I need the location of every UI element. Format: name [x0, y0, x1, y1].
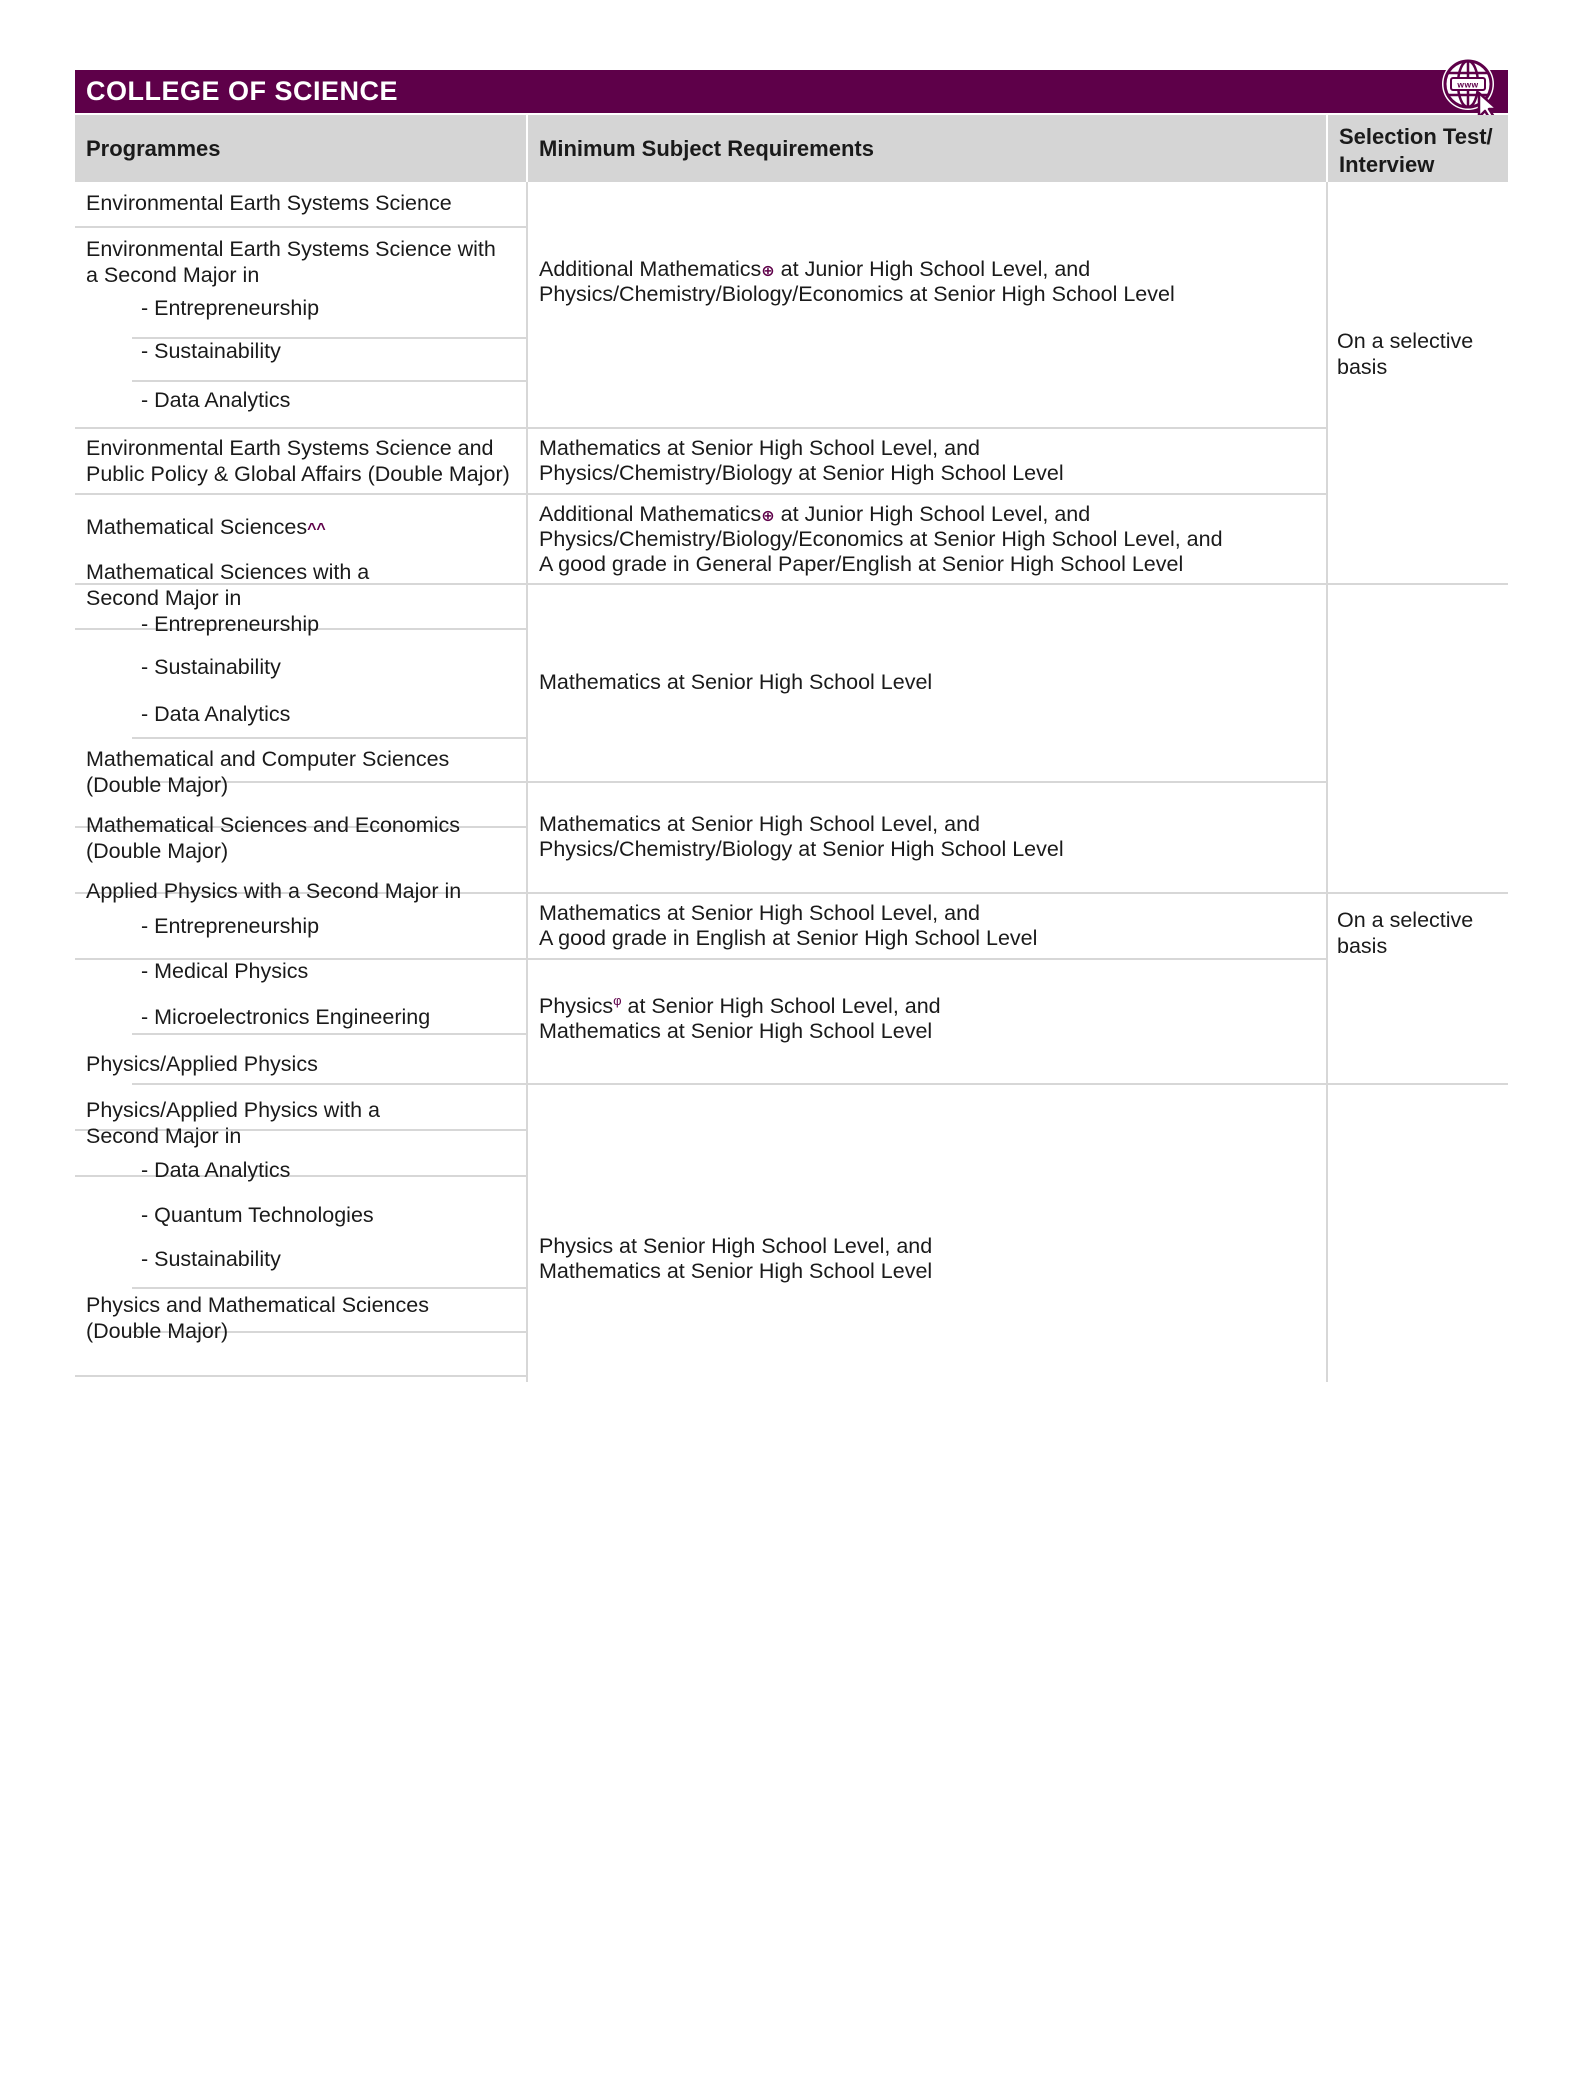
second-major-item: - Quantum Technologies	[141, 1203, 374, 1227]
requirement-line: Physics at Senior High School Level, and	[539, 1234, 933, 1258]
programme-name: Mathematical and Computer Sciences (Double Major)	[86, 747, 450, 797]
footnote-mark: ⊕	[761, 263, 775, 280]
programme-name: Mathematical Sciences with a Second Major in	[86, 560, 370, 610]
college-title: COLLEGE OF SCIENCE	[86, 76, 399, 106]
programme-name	[86, 515, 326, 543]
programme-name: Environmental Earth Systems Science with a Second Major in	[86, 237, 496, 287]
programme-name: Physics/Applied Physics	[86, 1052, 318, 1076]
requirement-line: Mathematics at Senior High School Level	[539, 670, 933, 694]
programme-name: Physics/Applied Physics with a Second Major in	[86, 1098, 380, 1148]
requirements-table	[75, 182, 1508, 1382]
row-divider	[132, 380, 526, 382]
second-major-item: - Entrepreneurship	[141, 296, 320, 320]
requirement-text: Additional Mathematics	[539, 257, 762, 281]
programme-name: Environmental Earth Systems Science and Public Policy & Global Affairs (Double Major)	[86, 436, 510, 486]
second-major-item: - Data Analytics	[141, 388, 291, 412]
second-major-item: - Entrepreneurship	[141, 612, 320, 636]
programme-name: Applied Physics with a Second Major in	[86, 879, 462, 903]
requirement-line: Mathematics at Senior High School Level	[539, 1019, 933, 1043]
requirement-line: Mathematics at Senior High School Level, and	[539, 436, 980, 460]
requirement-line: Mathematics at Senior High School Level, and	[539, 901, 980, 925]
second-major-item: - Entrepreneurship	[141, 914, 320, 938]
row-divider	[75, 226, 526, 228]
second-major-item: - Sustainability	[141, 1247, 281, 1271]
row-divider	[132, 737, 526, 739]
header-programmes: Programmes	[75, 115, 526, 182]
programme-name: Physics and Mathematical Sciences (Double Major)	[86, 1293, 429, 1343]
svg-text:www: www	[1457, 79, 1479, 90]
header-selection: Selection Test/ Interview	[1328, 115, 1508, 182]
requirement-line: Physics/Chemistry/Biology/Economics at Senior High School Level	[539, 282, 1175, 306]
second-major-item: - Sustainability	[141, 339, 281, 363]
requirement-line: Physics/Chemistry/Biology at Senior High School Level	[539, 461, 1064, 485]
selection-note: On a selective basis	[1337, 908, 1474, 958]
requirement-line: A good grade in English at Senior High School Level	[539, 926, 1038, 950]
row-divider	[132, 1083, 1508, 1085]
requirement-text: Physics	[539, 994, 614, 1018]
www-globe-icon[interactable]	[1439, 55, 1503, 119]
programme-name: Mathematical Sciences and Economics (Double Major)	[86, 813, 461, 863]
admission-requirements-page	[75, 70, 1508, 1382]
table-header	[75, 115, 1508, 182]
row-divider	[75, 1375, 526, 1377]
second-major-item: - Microelectronics Engineering	[141, 1005, 431, 1029]
requirement-text: at Junior High School Level, and	[774, 257, 1091, 281]
footnote-mark: ^^	[307, 521, 326, 538]
second-major-item: - Data Analytics	[141, 1158, 291, 1182]
programme-name: Environmental Earth Systems Science	[86, 191, 452, 215]
requirement-line: Mathematics at Senior High School Level	[539, 1259, 933, 1283]
programme-label: Mathematical Sciences	[86, 515, 308, 539]
second-major-item: - Medical Physics	[141, 959, 309, 983]
header-requirements: Minimum Subject Requirements	[528, 115, 1326, 182]
requirement-line	[539, 257, 1090, 285]
second-major-item: - Sustainability	[141, 655, 281, 679]
college-banner	[75, 70, 1508, 113]
requirement-line: A good grade in General Paper/English at Senior High School Level	[539, 552, 1184, 576]
requirement-line	[539, 502, 1090, 530]
requirement-line	[539, 994, 941, 1020]
footnote-mark: φ	[613, 992, 622, 1008]
requirement-text: at Senior High School Level, and	[621, 994, 941, 1018]
requirement-text: Additional Mathematics	[539, 502, 762, 526]
row-divider	[132, 1033, 526, 1035]
row-divider	[75, 493, 1326, 495]
selection-note: On a selective basis	[1337, 329, 1474, 379]
footnote-mark: ⊕	[761, 508, 775, 525]
row-divider	[75, 427, 1326, 429]
requirement-line: Mathematics at Senior High School Level, and	[539, 812, 980, 836]
requirement-line: Physics/Chemistry/Biology/Economics at Senior High School Level, and	[539, 527, 1223, 551]
row-divider	[132, 1287, 526, 1289]
requirement-text: at Junior High School Level, and	[774, 502, 1091, 526]
second-major-item: - Data Analytics	[141, 702, 291, 726]
requirement-line: Physics/Chemistry/Biology at Senior High School Level	[539, 837, 1064, 861]
